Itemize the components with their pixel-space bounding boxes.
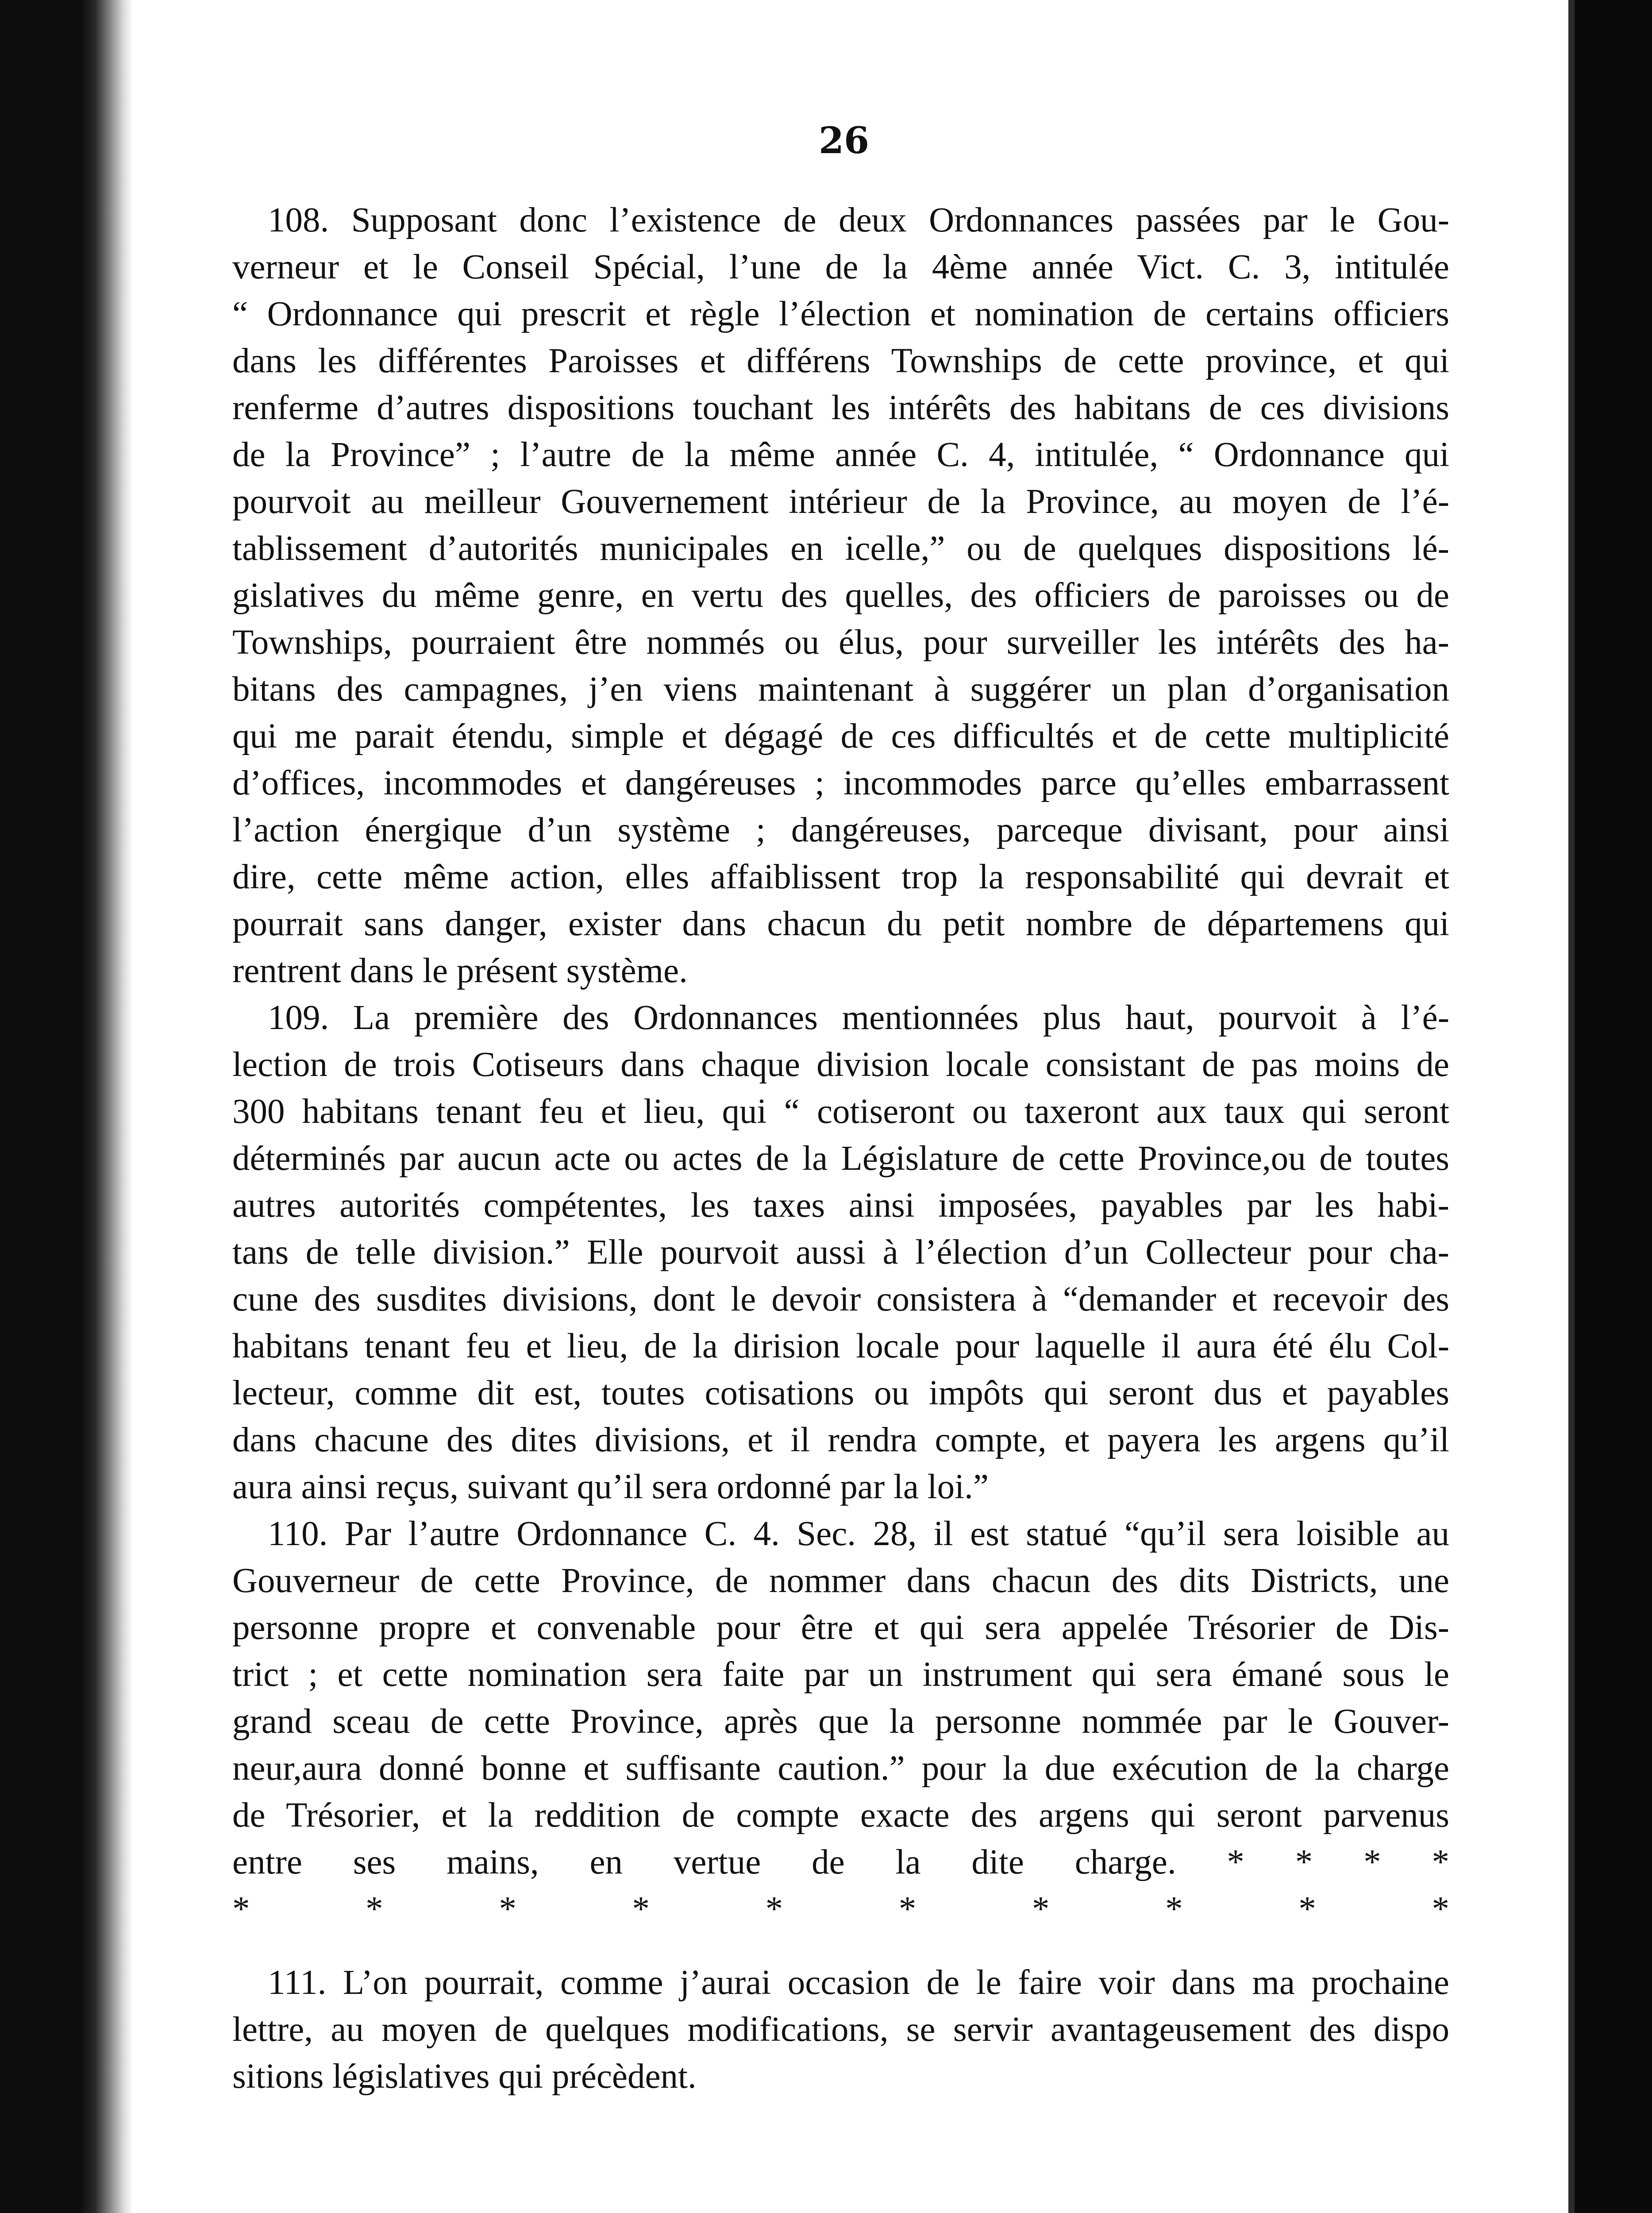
scan-left-edge xyxy=(0,0,133,2213)
text-line: dire, cette même action, elles affaiblissent trop la responsabilité qui devrait et xyxy=(232,858,1449,896)
text-line: verneur et le Conseil Spécial, l’une de la 4ème année Vict. C. 3, intitulée xyxy=(232,248,1449,286)
text-line: de la Province” ; l’autre de la même année C. 4, intitulée, “ Ordonnance qui xyxy=(232,436,1449,474)
text-line: renferme d’autres dispositions touchant les intérêts des habitans de ces divisions xyxy=(232,389,1449,427)
text-line: trict ; et cette nomination sera faite par un instrument qui sera émané sous le xyxy=(232,1655,1449,1694)
text-line: cune des susdites divisions, dont le devoir consistera à “demander et recevoir des xyxy=(232,1280,1449,1319)
text-line: rentrent dans le présent système. xyxy=(232,952,688,990)
paragraph-111 xyxy=(232,1959,1449,2100)
text-line: 108. Supposant donc l’existence de deux Ordonnances passées par le Gou- xyxy=(268,201,1449,239)
text-line: d’offices, incommodes et dangéreuses ; incommodes parce qu’elles embarrassent xyxy=(232,764,1449,802)
text-line: dans chacune des dites divisions, et il rendra compte, et payera les argens qu’il xyxy=(232,1421,1449,1459)
text-line: aura ainsi reçus, suivant qu’il sera ordonné par la loi.” xyxy=(232,1468,989,1506)
text-line: déterminés par aucun acte ou actes de la Législature de cette Province,ou de toutes xyxy=(232,1139,1449,1178)
scan-right-border-line xyxy=(1568,0,1575,2213)
text-line: tans de telle division.” Elle pourvoit aussi à l’élection d’un Collecteur pour cha- xyxy=(232,1233,1449,1272)
text-line: qui me parait étendu, simple et dégagé de ces difficultés et de cette multiplicité xyxy=(232,717,1449,756)
text-line: sitions législatives qui précèdent. xyxy=(232,2057,697,2096)
text-line: “ Ordonnance qui prescrit et règle l’élection et nomination de certains officiers xyxy=(232,295,1449,333)
text-line: bitans des campagnes, j’en viens maintenant à suggérer un plan d’organisation xyxy=(232,670,1449,709)
page-number: 26 xyxy=(819,120,870,162)
text-line: autres autorités compétentes, les taxes ainsi imposées, payables par les habi- xyxy=(232,1186,1449,1225)
document-body xyxy=(232,197,1449,2100)
paragraph-110 xyxy=(232,1511,1449,1933)
text-line: 111. L’on pourrait, comme j’aurai occasion de le faire voir dans ma prochaine xyxy=(268,1963,1449,2002)
paragraph-108 xyxy=(232,197,1449,995)
text-line: neur,aura donné bonne et suffisante caution.” pour la due exécution de la charge xyxy=(232,1749,1449,1788)
text-line: entre ses mains, en vertue de la dite charge. * * * * xyxy=(232,1843,1449,1881)
text-line: 110. Par l’autre Ordonnance C. 4. Sec. 28, il est statué “qu’il sera loisible au xyxy=(268,1515,1449,1553)
text-line: lettre, au moyen de quelques modifications, se servir avantageusement des dispo xyxy=(232,2010,1449,2049)
text-line: 109. La première des Ordonnances mentionnées plus haut, pourvoit à l’é- xyxy=(268,999,1449,1037)
text-line: pourrait sans danger, exister dans chacun du petit nombre de départemens qui xyxy=(232,905,1449,943)
asterisk-separator: * * * * * * * * * * xyxy=(232,1890,1449,1928)
text-line: lection de trois Cotiseurs dans chaque division locale consistant de pas moins de xyxy=(232,1045,1449,1084)
text-line: Townships, pourraient être nommés ou élus, pour surveiller les intérêts des ha- xyxy=(232,623,1449,662)
text-line: habitans tenant feu et lieu, de la dirision locale pour laquelle il aura été élu Col- xyxy=(232,1327,1449,1365)
text-line: pourvoit au meilleur Gouvernement intérieur de la Province, au moyen de l’é- xyxy=(232,482,1449,521)
text-line: Gouverneur de cette Province, de nommer dans chacun des dits Districts, une xyxy=(232,1561,1449,1600)
text-line: grand sceau de cette Province, après que la personne nommée par le Gouver- xyxy=(232,1702,1449,1741)
text-line: tablissement d’autorités municipales en icelle,” ou de quelques dispositions lé- xyxy=(232,529,1449,568)
text-line: l’action énergique d’un système ; dangéreuses, parceque divisant, pour ainsi xyxy=(232,811,1449,849)
text-line: lecteur, comme dit est, toutes cotisations ou impôts qui seront dus et payables xyxy=(232,1374,1449,1412)
scan-right-edge xyxy=(1575,0,1652,2213)
text-line: personne propre et convenable pour être et qui sera appelée Trésorier de Dis- xyxy=(232,1608,1449,1647)
text-line: gislatives du même genre, en vertu des quelles, des officiers de paroisses ou de xyxy=(232,576,1449,615)
paragraph-109 xyxy=(232,995,1449,1511)
text-line: dans les différentes Paroisses et différens Townships de cette province, et qui xyxy=(232,342,1449,380)
paragraph-gap xyxy=(232,1933,1449,1959)
text-line: 300 habitans tenant feu et lieu, qui “ cotiseront ou taxeront aux taux qui seront xyxy=(232,1092,1449,1131)
text-line: de Trésorier, et la reddition de compte exacte des argens qui seront parvenus xyxy=(232,1796,1449,1835)
